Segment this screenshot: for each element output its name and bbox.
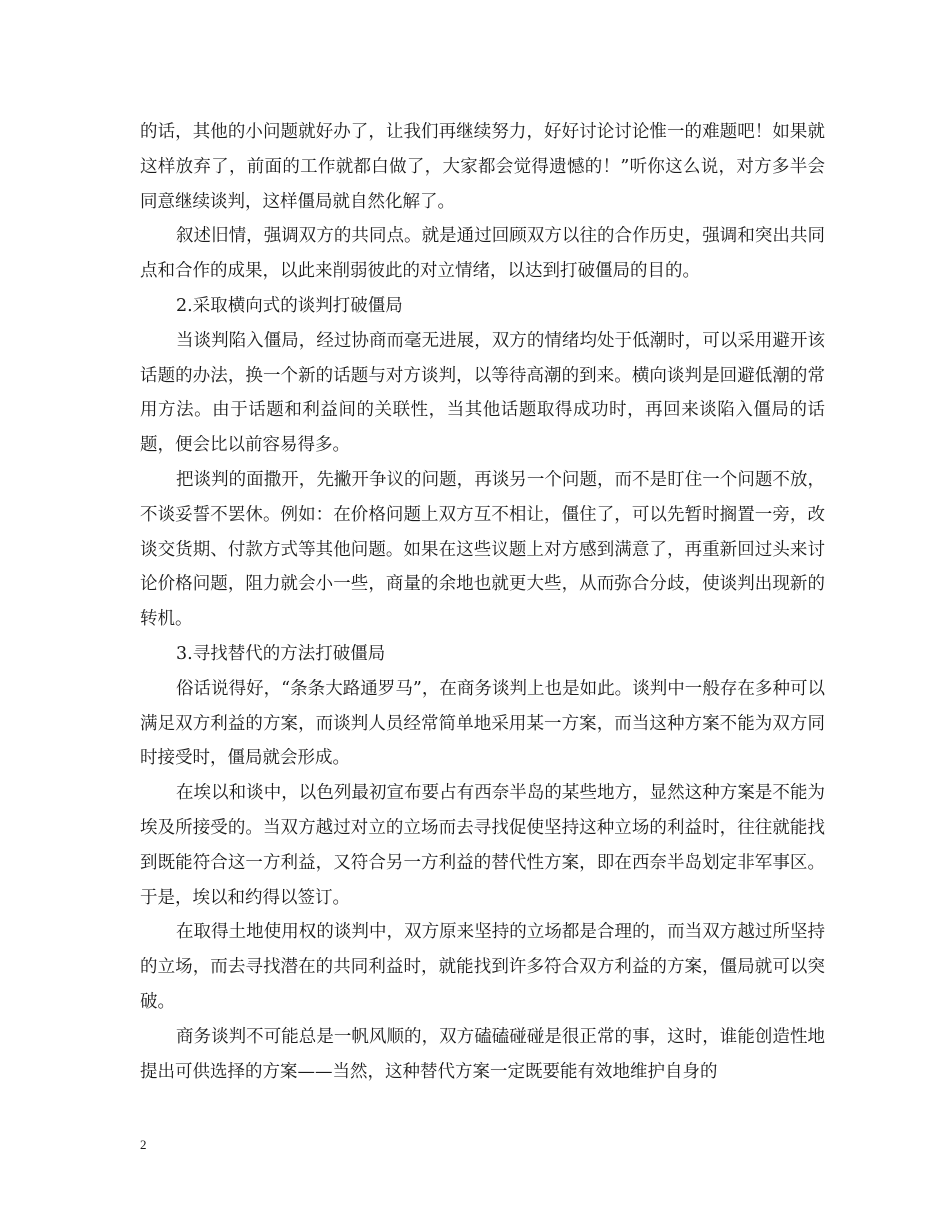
- document-body: [140, 115, 825, 1089]
- paragraph-alternative-options: 俗话说得好，“条条大路通罗马”，在商务谈判上也是如此。谈判中一般存在多种可以满足双方利益的方案，而谈判人员经常简单地采用某一方案，而当这种方案不能为双方同时接受时，僵局就会形成。: [140, 678, 825, 769]
- section-heading-2: 2.采取横向式的谈判打破僵局: [176, 295, 403, 316]
- paragraph-set-aside-issue: 把谈判的面撒开，先撇开争议的问题，再谈另一个问题，而不是盯住一个问题不放，不谈妥誓不罢休。例如：在价格问题上双方互不相让，僵住了，可以先暂时搁置一旁，改谈交货期、付款方式等其他问题。如果在这些议题上对方感到满意了，再重新回过头来讨论价格问题，阻力就会小一些，商量的余地也就更大些，从而弥合分歧，使谈判出现新的转机。: [140, 469, 825, 630]
- page-number: 2: [140, 1137, 147, 1152]
- section-heading-3: 3.寻找替代的方法打破僵局: [176, 643, 386, 664]
- paragraph-horizontal-negotiation: 当谈判陷入僵局，经过协商而毫无进展，双方的情绪均处于低潮时，可以采用避开该话题的办法，换一个新的话题与对方谈判，以等待高潮的到来。横向谈判是回避低潮的常用方法。由于话题和利益间的关联性，当其他话题取得成功时，再回来谈陷入僵局的话题，便会比以前容易得多。: [140, 330, 825, 456]
- paragraph-land-use-example: 在取得土地使用权的谈判中，双方原来坚持的立场都是合理的，而当双方越过所坚持的立场，而去寻找潜在的共同利益时，就能找到许多符合双方利益的方案，僵局就可以突破。: [140, 922, 825, 1012]
- paragraph-creative-options: 商务谈判不可能总是一帆风顺的，双方磕磕碰碰是很正常的事，这时，谁能创造性地提出可供选择的方案——当然，这种替代方案一定既要能有效地维护自身的: [140, 1026, 825, 1082]
- paragraph-shared-history: 叙述旧情，强调双方的共同点。就是通过回顾双方以往的合作历史，强调和突出共同点和合作的成果，以此来削弱彼此的对立情绪，以达到打破僵局的目的。: [140, 226, 825, 282]
- paragraph-continuation: 的话，其他的小问题就好办了，让我们再继续努力，好好讨论讨论惟一的难题吧！如果就这样放弃了，前面的工作就都白做了，大家都会觉得遗憾的！”听你这么说，对方多半会同意继续谈判，这样僵局就自然化解了。: [140, 122, 825, 212]
- paragraph-egypt-israel-example: 在埃以和谈中，以色列最初宣布要占有西奈半岛的某些地方，显然这种方案是不能为埃及所接受的。当双方越过对立的立场而去寻找促使坚持这种立场的利益时，往往就能找到既能符合这一方利益，又符合另一方利益的替代性方案，即在西奈半岛划定非军事区。于是，埃以和约得以签订。: [140, 783, 825, 908]
